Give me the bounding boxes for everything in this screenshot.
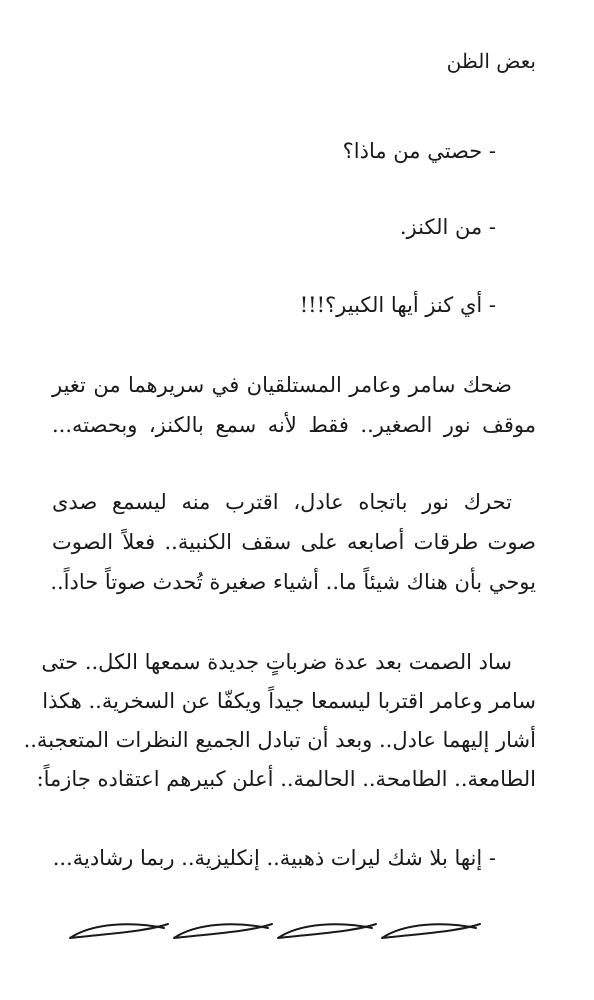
paragraph-line: يوحي بأن هناك شيئاً ما.. أشياء صغيرة تُحدث صوتاً حاداً.. xyxy=(50,570,536,594)
paragraph-line: سامر وعامر اقتربا ليسمعا جيداً ويكفّا عن السخرية.. هكذا xyxy=(42,689,536,713)
wave-stroke xyxy=(382,924,480,938)
wave-stroke xyxy=(174,924,272,938)
page-heading: بعض الظن xyxy=(446,49,536,73)
dialogue-line: - أي كنز أيها الكبير؟!!! xyxy=(299,293,496,317)
paragraph-line: تحرك نور باتجاه عادل، اقترب منه ليسمع صدى xyxy=(52,490,512,514)
paragraph-line: موقف نور الصغير.. فقط لأنه سمع بالكنز، وبحصته... xyxy=(52,413,536,437)
paragraph-line: ساد الصمت بعد عدة ضرباتٍ جديدة سمعها الكل.. حتى xyxy=(41,650,512,674)
closing-line: - إنها بلا شك ليرات ذهبية.. إنكليزية.. ربما رشادية... xyxy=(52,846,496,870)
paragraph-line: أشار إليهما عادل.. وبعد أن تبادل الجميع النظرات المتعجبة.. xyxy=(23,728,536,752)
paragraph-line: صوت طرقات أصابعه على سقف الكنبية.. فعلاً الصوت xyxy=(52,530,536,554)
wave-stroke xyxy=(70,924,168,938)
paragraph-line: الطامعة.. الطامحة.. الحالمة.. أعلن كبيرهم اعتقاده جازماً: xyxy=(36,767,536,791)
wave-ornament xyxy=(64,912,534,948)
paragraph-line: ضحك سامر وعامر المستلقيان في سريرهما من تغير xyxy=(52,373,512,397)
wave-stroke xyxy=(278,924,376,938)
dialogue-line: - من الكنز. xyxy=(399,215,496,239)
dialogue-line: - حصتي من ماذا؟ xyxy=(342,139,496,163)
